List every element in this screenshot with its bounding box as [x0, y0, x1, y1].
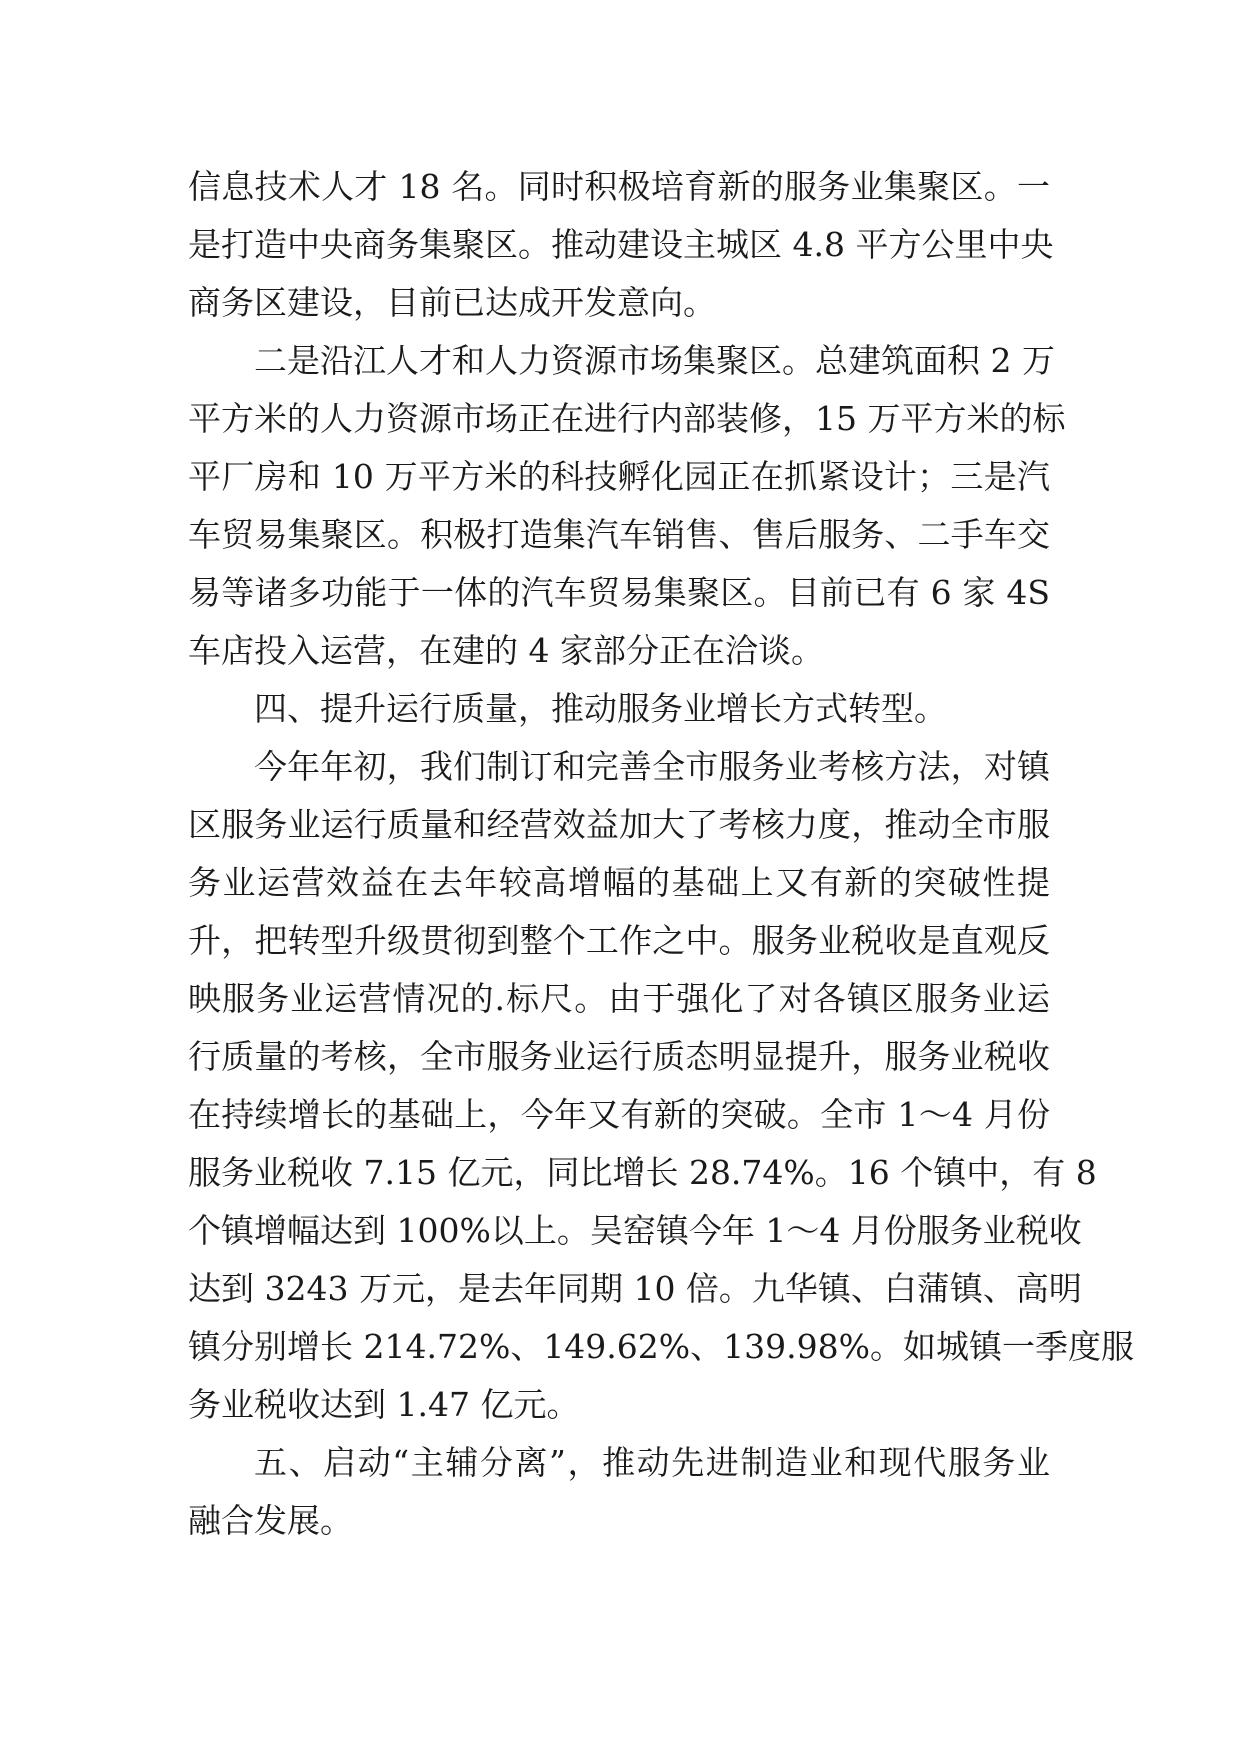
text-line: 升，把转型升级贯彻到整个工作之中。服务业税收是直观反 — [188, 921, 1050, 960]
text-line: 平方米的人力资源市场正在进行内部装修，15 万平方米的标 — [188, 399, 1066, 438]
text-line: 是打造中央商务集聚区。推动建设主城区 4.8 平方公里中央 — [188, 225, 1054, 264]
text-line: 易等诸多功能于一体的汽车贸易集聚区。目前已有 6 家 4S — [188, 573, 1050, 612]
text-line: 车贸易集聚区。积极打造集汽车销售、售后服务、二手车交 — [188, 515, 1050, 554]
text-line: 映服务业运营情况的.标尺。由于强化了对各镇区服务业运 — [188, 979, 1050, 1018]
text-line: 区服务业运行质量和经营效益加大了考核力度，推动全市服 — [188, 805, 1050, 844]
text-line: 镇分别增长 214.72%、149.62%、139.98%。如城镇一季度服 — [188, 1327, 1134, 1366]
text-line: 在持续增长的基础上，今年又有新的突破。全市 1～4 月份 — [188, 1095, 1050, 1134]
paragraph-2 — [188, 332, 1066, 680]
text-line: 信息技术人才 18 名。同时积极培育新的服务业集聚区。一 — [188, 167, 1050, 206]
text-line: 五、启动“主辅分离”，推动先进制造业和现代服务业 — [254, 1443, 1050, 1482]
text-line: 个镇增幅达到 100%以上。吴窑镇今年 1～4 月份服务业税收 — [188, 1211, 1082, 1250]
paragraph-1 — [188, 158, 1054, 332]
paragraph-3 — [188, 738, 1134, 1434]
text-line: 服务业税收 7.15 亿元，同比增长 28.74%。16 个镇中，有 8 — [188, 1153, 1097, 1192]
text-line: 平厂房和 10 万平方米的科技孵化园正在抓紧设计；三是汽 — [188, 457, 1050, 496]
text-line: 今年年初，我们制订和完善全市服务业考核方法，对镇 — [254, 747, 1050, 786]
text-line: 务业运营效益在去年较高增幅的基础上又有新的突破性提 — [188, 863, 1050, 902]
text-line: 达到 3243 万元，是去年同期 10 倍。九华镇、白蒲镇、高明 — [188, 1269, 1082, 1308]
text-line: 融合发展。 — [188, 1501, 353, 1540]
text-line: 商务区建设，目前已达成开发意向。 — [188, 283, 716, 322]
text-line: 车店投入运营，在建的 4 家部分正在洽谈。 — [188, 631, 824, 670]
text-line: 行质量的考核，全市服务业运行质态明显提升，服务业税收 — [188, 1037, 1050, 1076]
section-heading-4 — [188, 680, 1050, 738]
text-line: 务业税收达到 1.47 亿元。 — [188, 1385, 580, 1424]
text-line: 二是沿江人才和人力资源市场集聚区。总建筑面积 2 万 — [254, 341, 1055, 380]
document-page — [188, 158, 1134, 1550]
section-heading-5 — [188, 1434, 1050, 1550]
text-line: 四、提升运行质量，推动服务业增长方式转型。 — [254, 689, 947, 728]
